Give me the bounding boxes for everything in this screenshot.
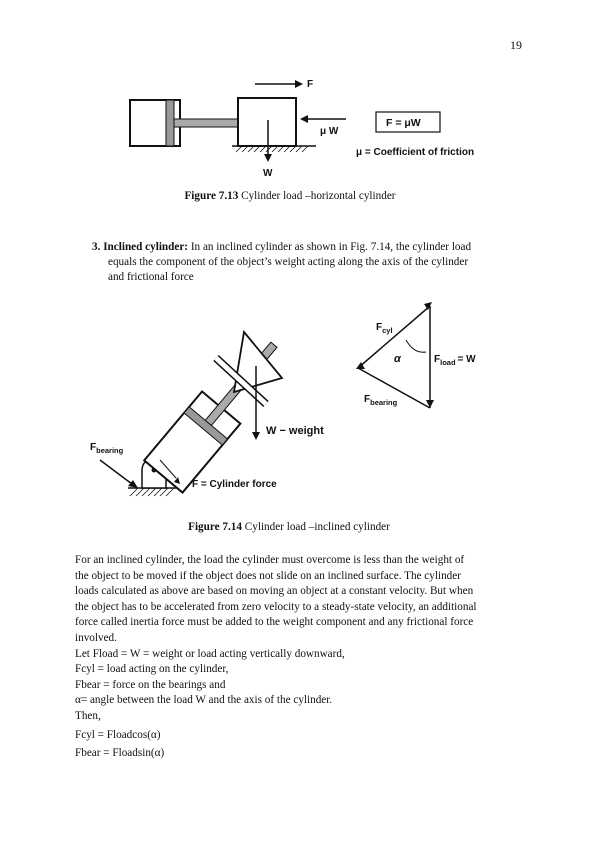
- weight-arrowhead-2: [252, 432, 260, 440]
- list-item-inclined-cylinder: [92, 240, 522, 285]
- weight-label: W: [263, 168, 273, 179]
- caption-label-2: Figure 7.14: [188, 521, 242, 533]
- figure-caption-7-14: [0, 521, 578, 533]
- definition-line: Fcyl = load acting on the cylinder,: [75, 663, 229, 676]
- equation-cylinder-load: Fcyl = Floadcos(α): [75, 729, 161, 741]
- figure-caption-7-13: [0, 190, 580, 202]
- caption-text-2: Cylinder load –inclined cylinder: [241, 521, 390, 533]
- force-label: F: [307, 79, 314, 90]
- ground-hatching-2: [130, 488, 174, 496]
- figure-horizontal-cylinder: [120, 70, 500, 180]
- page-number: 19: [510, 38, 522, 52]
- equations-block: [75, 726, 164, 762]
- load-vector-label: $F_{load} = W$: [434, 354, 476, 367]
- definition-line: Let Fload = W = weight or load acting vertically downward,: [75, 647, 345, 660]
- equation-bearing-load: Fbear = Floadsin(α): [75, 747, 165, 759]
- paragraph-line: loads calculated as above are based on moving an object at a constant velocity. But when: [75, 585, 474, 598]
- item-heading: 3. Inclined cylinder:: [92, 241, 189, 253]
- item-text: In an inclined cylinder as shown in Fig. 7.14, the cylinder load: [188, 241, 472, 253]
- body-paragraph: [75, 553, 525, 725]
- piston-rod: [174, 119, 238, 127]
- angle-arc: [406, 340, 426, 352]
- bearing-vector-label: $F_{bearing}$: [364, 394, 398, 407]
- figure-inclined-cylinder: [88, 300, 498, 510]
- force-arrowhead: [295, 80, 303, 88]
- definition-line: α= angle between the load W and the axis of the cylinder.: [75, 694, 333, 707]
- bearing-force-arrow: [100, 460, 132, 484]
- definition-line: Then,: [75, 709, 101, 722]
- friction-arrowhead: [300, 115, 308, 123]
- friction-label: μ W: [320, 126, 339, 137]
- weight-label-2: W − weight: [266, 425, 324, 437]
- piston: [166, 100, 174, 146]
- load-block: [238, 98, 296, 146]
- weight-arrowhead: [264, 154, 272, 162]
- paragraph-line: the object has to be accelerated from zero velocity to a steady-state velocity, an additional: [75, 600, 477, 613]
- cylinder-vector-label: $F_{cyl}$: [376, 322, 393, 335]
- item-text-cont1: equals the component of the object’s weight acting along the axis of the cylinder: [108, 256, 469, 268]
- caption-text: Cylinder load –horizontal cylinder: [238, 190, 396, 202]
- alpha-label: α: [394, 353, 401, 365]
- mu-definition: μ = Coefficient of friction: [356, 147, 475, 158]
- definition-line: Fbear = force on the bearings and: [75, 678, 226, 691]
- bearing-force-label: $F_{bearing}$: [90, 442, 124, 455]
- paragraph-line: force called inertia force must be added to the weight component and any frictional force: [75, 616, 474, 629]
- paragraph-line: involved.: [75, 631, 117, 644]
- cylinder-force-label: F = Cylinder force: [192, 479, 277, 490]
- item-text-cont2: and frictional force: [108, 271, 194, 283]
- paragraph-line: For an inclined cylinder, the load the cylinder must overcome is less than the weight of: [75, 554, 465, 566]
- formula-text: F = μW: [386, 117, 421, 129]
- caption-label: Figure 7.13: [184, 190, 239, 202]
- paragraph-line: the object to be moved if the object does not slide on an inclined surface. The cylinder: [75, 569, 461, 582]
